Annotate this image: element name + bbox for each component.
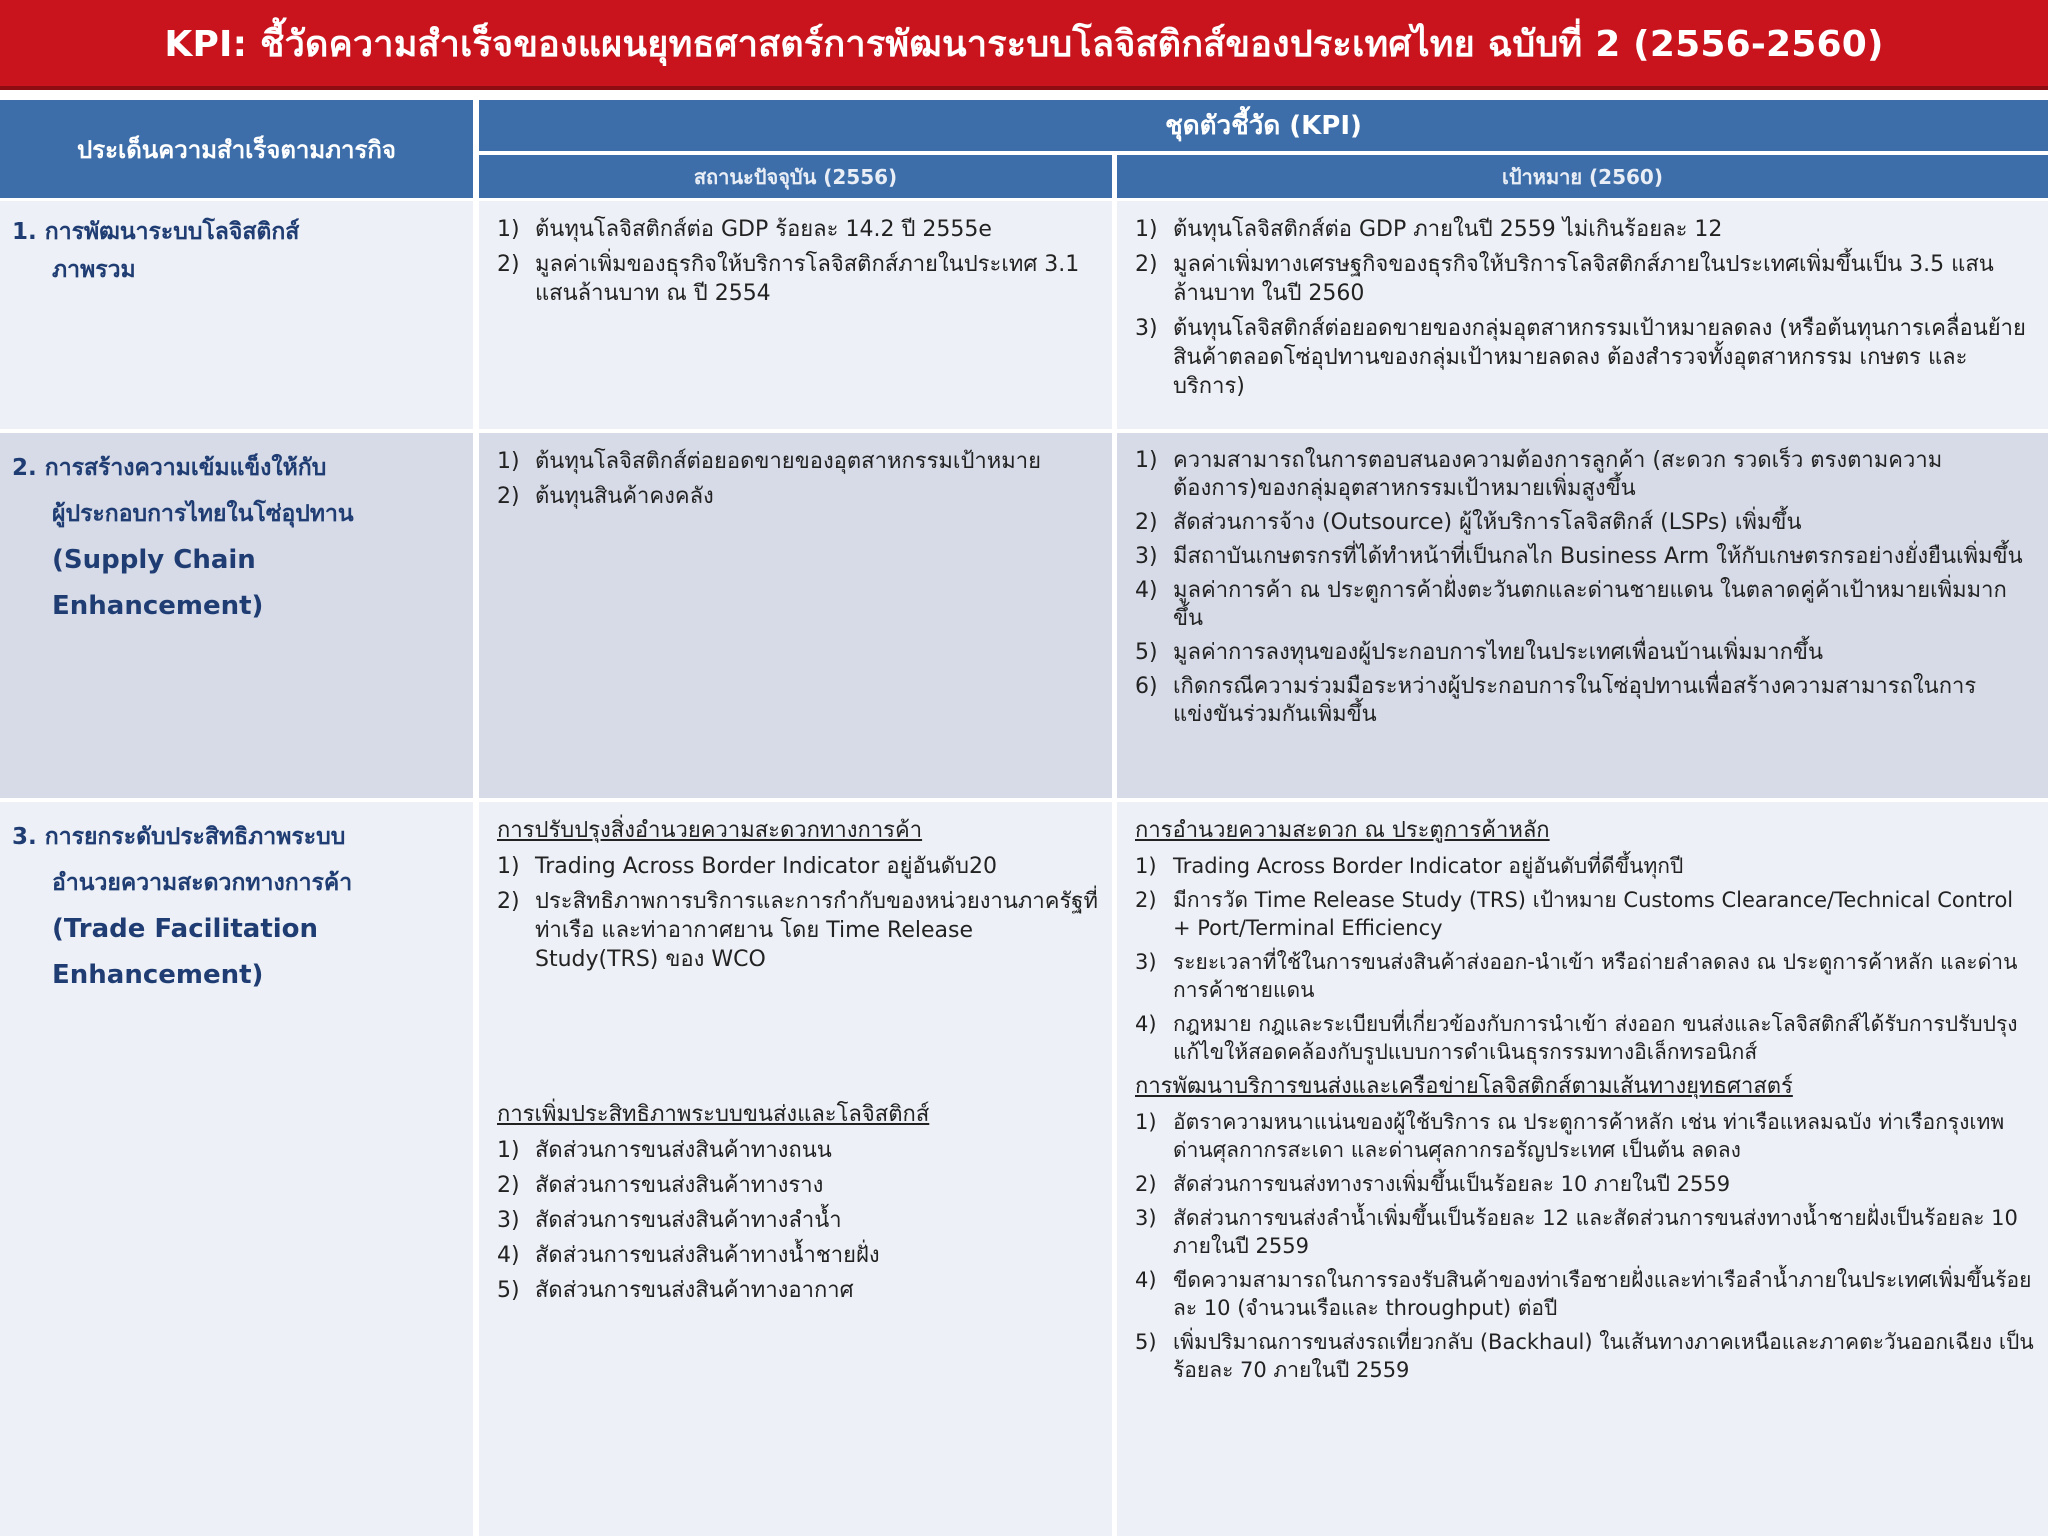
list-item: 1) สัดส่วนการขนส่งสินค้าทางถนน [497,1138,832,1163]
row3-current-subhead2: การเพิ่มประสิทธิภาพระบบขนส่งและโลจิสติกส์ [497,1102,930,1127]
row3-target-subhead1: การอำนวยความสะดวก ณ ประตูการค้าหลัก [1135,818,1550,843]
list-item: 2) มีการวัด Time Release Study (TRS) เป้าหมาย Customs Clearance/Technical Control + Port/Terminal Efficiency [1135,888,2014,940]
list-item: 4) กฎหมาย กฎและระเบียบที่เกี่ยวข้องกับการนำเข้า ส่งออก ขนส่งและโลจิสติกส์ได้รับการปรับปรุงแก้ไขให้สอดคล้องกับรูปแบบการดำเนินธุรกรรมทางอิเล็กทรอนิกส์ [1135,1012,2018,1064]
row3-target-subhead2: การพัฒนาบริการขนส่งและเครือข่ายโลจิสติกส์ตามเส้นทางยุทธศาสตร์ [1135,1074,1793,1099]
list-item: 1) ต้นทุนโลจิสติกส์ต่อ GDP ร้อยละ 14.2 ปี 2555e [497,217,992,242]
list-item: 6) เกิดกรณีความร่วมมือระหว่างผู้ประกอบการในโซ่อุปทานเพื่อสร้างความสามารถในการแข่งขันร่วมกันเพิ่มขึ้น [1135,674,1977,727]
header-theme: ประเด็นความสำเร็จตามภารกิจ [0,100,473,198]
list-item: 1) Trading Across Border Indicator อยู่อันดับที่ดีขึ้นทุกปี [1135,854,1684,878]
header-current: สถานะปัจจุบัน (2556) [479,155,1112,198]
list-item: 5) มูลค่าการลงทุนของผู้ประกอบการไทยในประเทศเพื่อนบ้านเพิ่มมากขึ้น [1135,640,1824,665]
header-kpi: ชุดตัวชี้วัด (KPI) [479,100,2048,151]
row3-current-subhead1: การปรับปรุงสิ่งอำนวยความสะดวกทางการค้า [497,818,923,843]
list-item: 3) สัดส่วนการขนส่งลำน้ำเพิ่มขึ้นเป็นร้อยละ 12 และสัดส่วนการขนส่งทางน้ำชายฝั่งเป็นร้อยละ 10 ภายในปี 2559 [1135,1206,2018,1258]
list-item: 2) สัดส่วนการขนส่งสินค้าทางราง [497,1173,824,1198]
list-item: 1) อัตราความหนาแน่นของผู้ใช้บริการ ณ ประตูการค้าหลัก เช่น ท่าเรือแหลมฉบัง ท่าเรือกรุงเทพ ด่านศุลกากรสะเดา และด่านศุลกากรอรัญประเทศ เป็นต้น ลดลง [1135,1110,2005,1162]
list-item: 5) สัดส่วนการขนส่งสินค้าทางอากาศ [497,1278,854,1303]
row3-current-cell [479,802,1112,1536]
row1-current-cell [479,201,1112,429]
row3-theme-line4: Enhancement) [52,960,264,990]
row3-theme-line1: การยกระดับประสิทธิภาพระบบ [44,824,346,850]
list-item: 3) มีสถาบันเกษตรกรที่ได้ทำหน้าที่เป็นกลไก Business Arm ให้กับเกษตรกรอย่างยั่งยืนเพิ่มขึ้น [1135,544,2023,569]
row2-current-cell [479,433,1112,798]
list-item: 1) ต้นทุนโลจิสติกส์ต่อยอดขายของอุตสาหกรรมเป้าหมาย [497,449,1042,474]
row2-theme [12,445,462,629]
list-item: 2) มูลค่าเพิ่มของธุรกิจให้บริการโลจิสติกส์ภายในประเทศ 3.1 แสนล้านบาท ณ ปี 2554 [497,252,1080,306]
row3-target-cell [1117,802,2048,1536]
row2-theme-line3: (Supply Chain [52,545,256,575]
list-item: 4) สัดส่วนการขนส่งสินค้าทางน้ำชายฝั่ง [497,1243,880,1268]
row1-number: 1. [12,219,37,245]
list-item: 2) มูลค่าเพิ่มทางเศรษฐกิจของธุรกิจให้บริการโลจิสติกส์ภายในประเทศเพิ่มขึ้นเป็น 3.5 แสนล้านบาท ในปี 2560 [1135,252,1994,306]
kpi-table [0,100,2048,1536]
list-item: 1) ความสามารถในการตอบสนองความต้องการลูกค้า (สะดวก รวดเร็ว ตรงตามความต้องการ)ของกลุ่มอุตสาหกรรมเป้าหมายเพิ่มสูงขึ้น [1135,448,1943,501]
row1-theme-line1: การพัฒนาระบบโลจิสติกส์ [44,219,300,245]
list-item: 5) เพิ่มปริมาณการขนส่งรถเที่ยวกลับ (Backhaul) ในเส้นทางภาคเหนือและภาคตะวันออกเฉียง เป็นร้อยละ 70 ภายในปี 2559 [1135,1330,2034,1382]
row3-theme-line2: อำนวยความสะดวกทางการค้า [52,870,353,896]
row2-theme-line4: Enhancement) [52,591,264,621]
row3-theme-cell [0,802,473,1536]
row2-target-cell [1117,433,2048,798]
row1-theme-line2: ภาพรวม [52,257,136,283]
list-item: 4) มูลค่าการค้า ณ ประตูการค้าฝั่งตะวันตกและด่านชายแดน ในตลาดคู่ค้าเป้าหมายเพิ่มมากขึ้น [1135,578,2007,631]
list-item: 3) ระยะเวลาที่ใช้ในการขนส่งสินค้าส่งออก-นำเข้า หรือถ่ายลำลดลง ณ ประตูการค้าหลัก และด่านการค้าชายแดน [1135,950,2018,1002]
row2-number: 2. [12,455,37,481]
page-title: KPI: ชี้วัดความสำเร็จของแผนยุทธศาสตร์การพัฒนาระบบโลจิสติกส์ของประเทศไทย ฉบับที่ 2 (2556-2560) [164,23,1884,65]
list-item: 2) สัดส่วนการขนส่งทางรางเพิ่มขึ้นเป็นร้อยละ 10 ภายในปี 2559 [1135,1172,1731,1196]
list-item: 2) สัดส่วนการจ้าง (Outsource) ผู้ให้บริการโลจิสติกส์ (LSPs) เพิ่มขึ้น [1135,510,1802,535]
row3-number: 3. [12,824,37,850]
title-bar [0,0,2048,90]
row1-theme [12,213,462,289]
list-item: 3) สัดส่วนการขนส่งสินค้าทางลำน้ำ [497,1208,842,1233]
row1-theme-cell [0,201,473,429]
list-item: 2) ต้นทุนสินค้าคงคลัง [497,484,714,509]
row1-target-cell [1117,201,2048,429]
list-item: 2) ประสิทธิภาพการบริการและการกำกับของหน่วยงานภาครัฐที่ท่าเรือ และท่าอากาศยาน โดย Time Release Study(TRS) ของ WCO [497,889,1098,972]
row3-theme-line3: (Trade Facilitation [52,914,319,944]
row3-theme [12,814,462,998]
header-target: เป้าหมาย (2560) [1117,155,2048,198]
list-item: 4) ขีดความสามารถในการรองรับสินค้าของท่าเรือชายฝั่งและท่าเรือลำน้ำภายในประเทศเพิ่มขึ้นร้อยละ 10 (จำนวนเรือและ throughput) ต่อปี [1135,1268,2032,1320]
list-item: 1) Trading Across Border Indicator อยู่อันดับ20 [497,854,997,879]
list-item: 1) ต้นทุนโลจิสติกส์ต่อ GDP ภายในปี 2559 ไม่เกินร้อยละ 12 [1135,217,1723,242]
list-item: 3) ต้นทุนโลจิสติกส์ต่อยอดขายของกลุ่มอุตสาหกรรมเป้าหมายลดลง (หรือต้นทุนการเคลื่อนย้ายสินค้าตลอดโซ่อุปทานของกลุ่มเป้าหมายลดลง ต้องสำรวจทั้งอุตสาหกรรม เกษตร และบริการ) [1135,316,2026,399]
row2-theme-line2: ผู้ประกอบการไทยในโซ่อุปทาน [52,501,354,527]
row2-theme-line1: การสร้างความเข้มแข็งให้กับ [44,455,327,481]
row2-theme-cell [0,433,473,798]
